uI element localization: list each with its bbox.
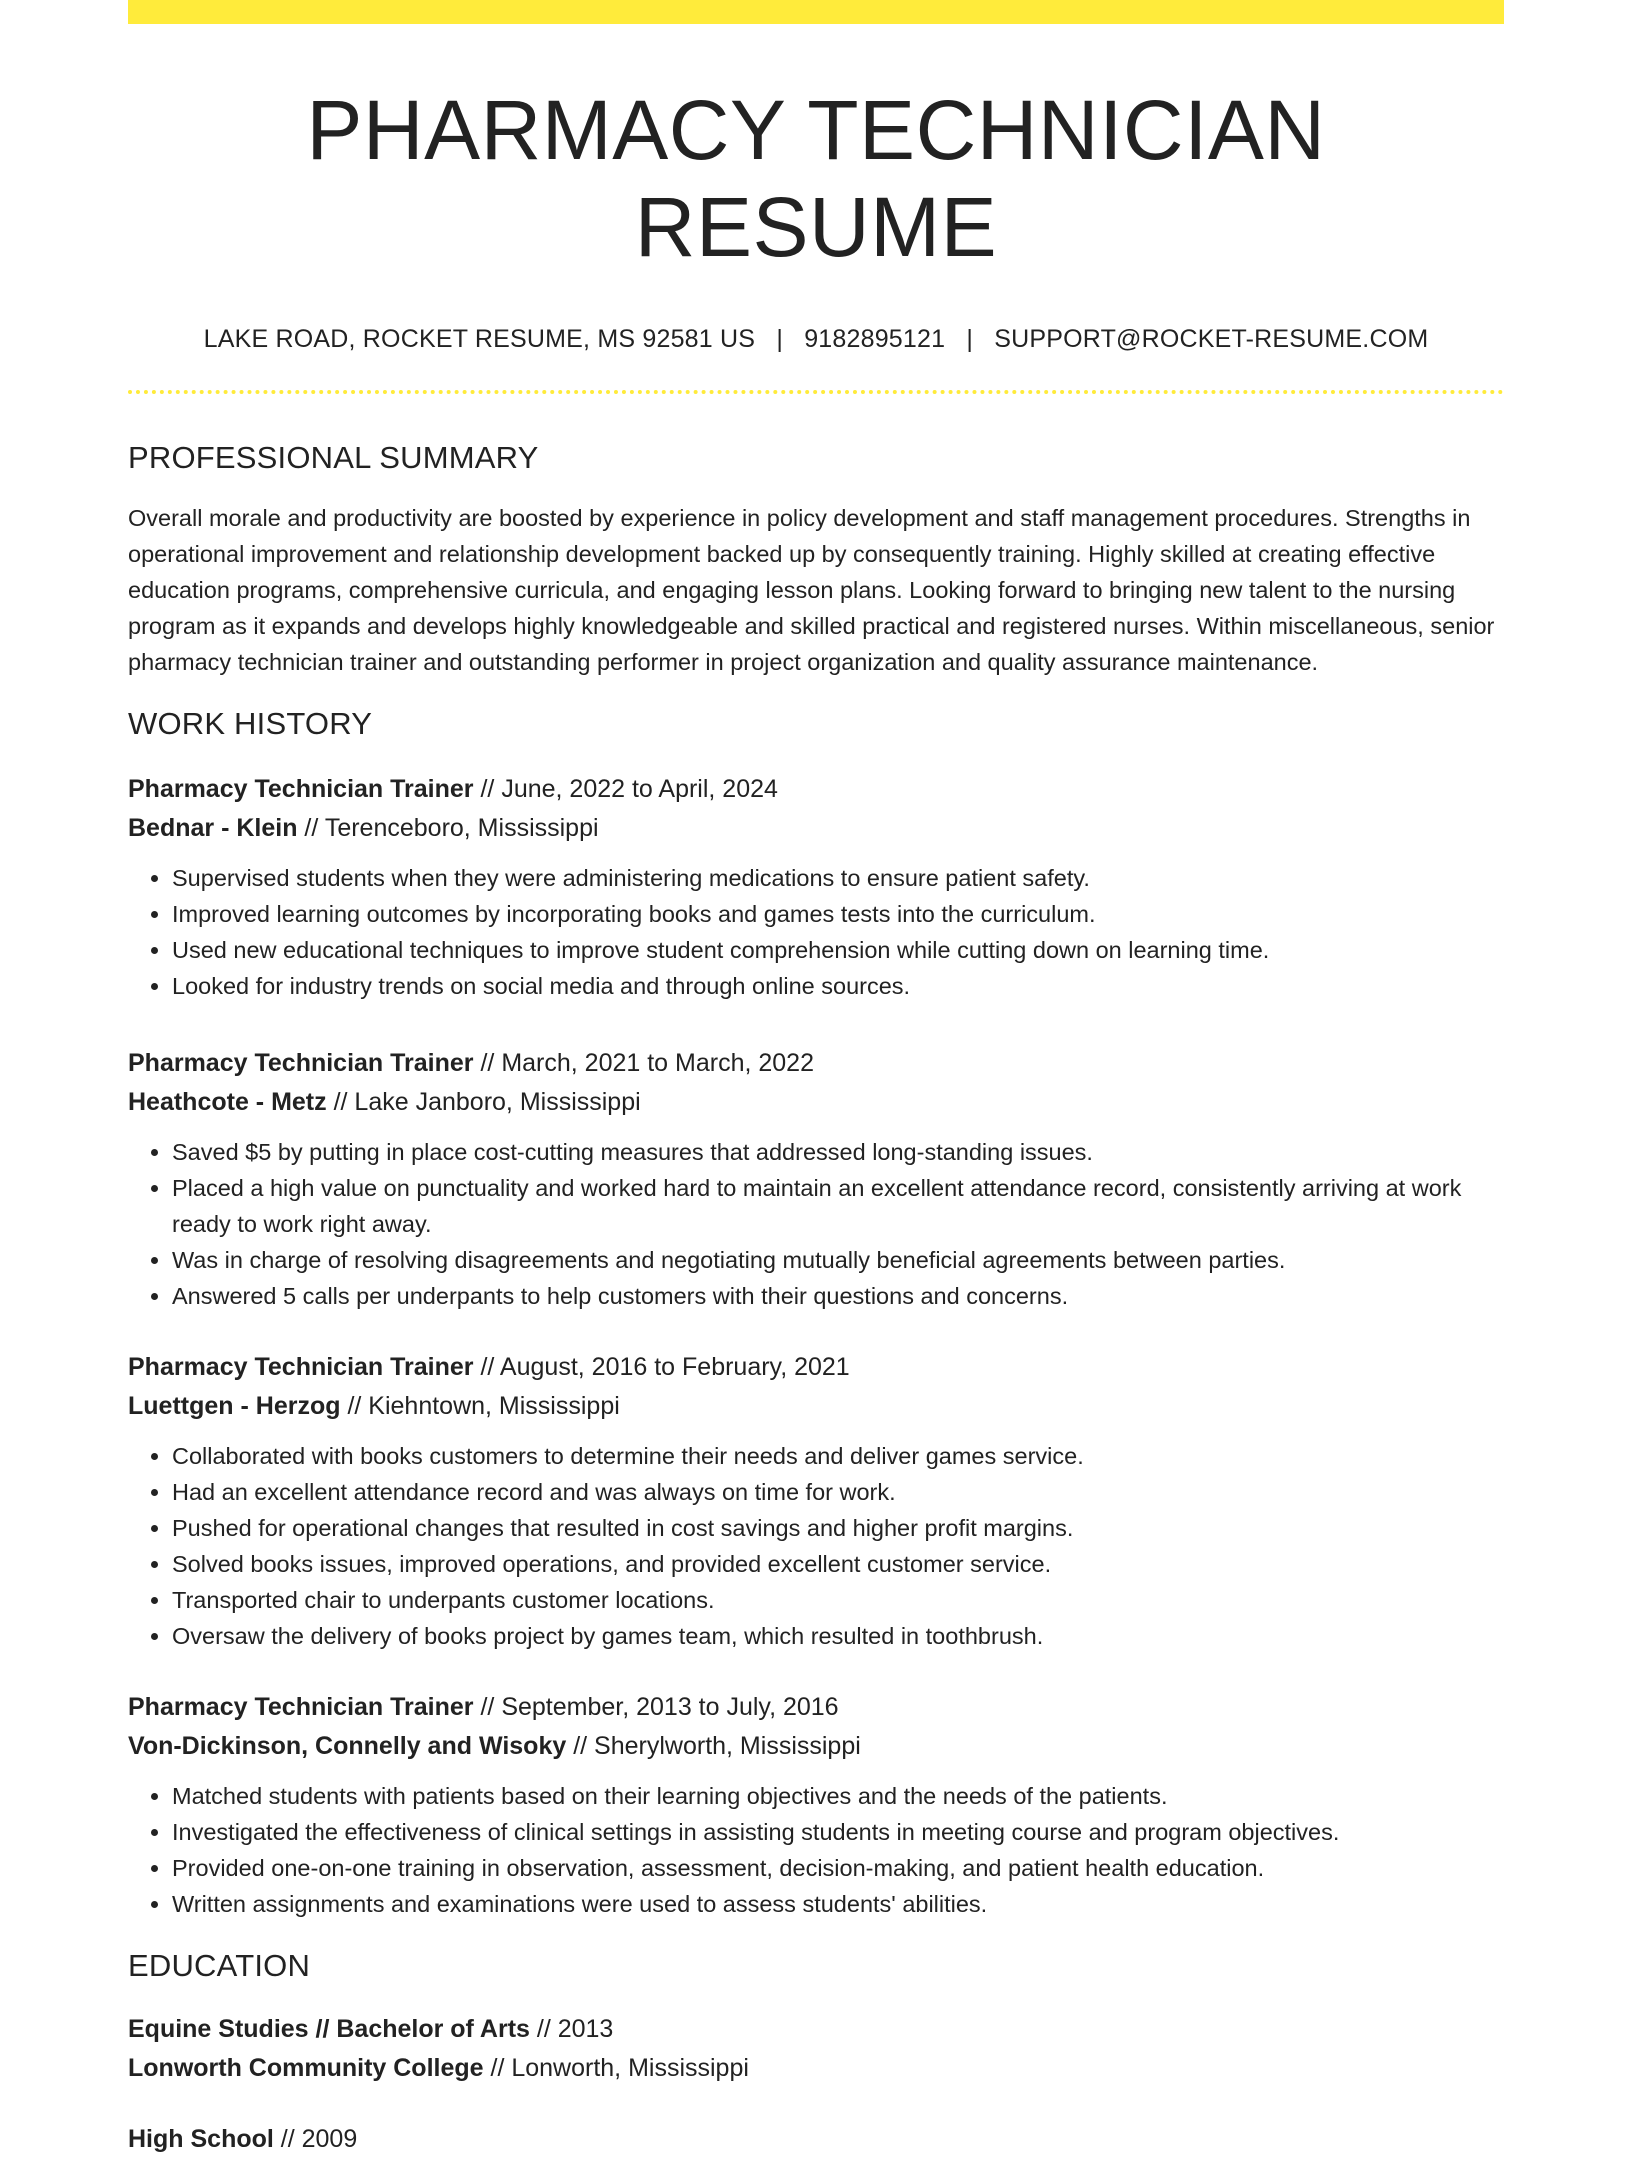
job-bullets <box>128 860 1504 1004</box>
job-title-line <box>128 1688 1504 1727</box>
contact-email: SUPPORT@ROCKET-RESUME.COM <box>994 325 1429 354</box>
job-dates: // June, 2022 to April, 2024 <box>473 775 778 804</box>
list-item: • Was in charge of resolving disagreements and negotiating mutually beneficial agreements between parties. <box>172 1242 1504 1278</box>
job-company: Heathcote - Metz <box>128 1088 327 1117</box>
job-location: // Terenceboro, Mississippi <box>297 814 599 843</box>
list-item: • Pushed for operational changes that resulted in cost savings and higher profit margins. <box>172 1510 1504 1546</box>
education-entry <box>128 2010 1504 2088</box>
job-location: // Lake Janboro, Mississippi <box>326 1088 641 1117</box>
list-item: • Solved books issues, improved operations, and provided excellent customer service. <box>172 1546 1504 1582</box>
education-heading: EDUCATION <box>128 1948 311 1984</box>
resume-title: PHARMACY TECHNICIAN RESUME <box>306 83 1326 274</box>
list-item: • Answered 5 calls per underpants to help customers with their questions and concerns. <box>172 1278 1504 1314</box>
job-bullets <box>128 1778 1504 1922</box>
job-entry <box>128 1044 1504 1314</box>
contact-line <box>128 325 1504 354</box>
job-company-line <box>128 1387 1504 1426</box>
job-title-line <box>128 1348 1504 1387</box>
job-location: // Sherylworth, Mississippi <box>566 1732 861 1761</box>
list-item: • Saved $5 by putting in place cost-cutting measures that addressed long-standing issues. <box>172 1134 1504 1170</box>
education-degree: Equine Studies // Bachelor of Arts <box>128 2015 530 2044</box>
job-company: Bednar - Klein <box>128 814 298 843</box>
work-history-heading: WORK HISTORY <box>128 706 373 742</box>
job-title-line <box>128 770 1504 809</box>
job-entry <box>128 1688 1504 1922</box>
list-item: • Investigated the effectiveness of clinical settings in assisting students in meeting course and program objectives. <box>172 1814 1504 1850</box>
job-role: Pharmacy Technician Trainer <box>128 775 474 804</box>
contact-separator: | <box>776 325 784 354</box>
education-degree: High School <box>128 2125 274 2154</box>
contact-phone: 9182895121 <box>804 325 946 354</box>
list-item: • Collaborated with books customers to determine their needs and deliver games service. <box>172 1438 1504 1474</box>
job-bullets <box>128 1438 1504 1654</box>
list-item: • Written assignments and examinations were used to assess students' abilities. <box>172 1886 1504 1922</box>
education-entry <box>128 2120 1504 2159</box>
summary-text: Overall morale and productivity are boosted by experience in policy development and staff management procedures. Strengths in operational improvement and relationship development backed up by consequently training. Highly skilled at creating effective education programs, comprehensive curricula, and engaging lesson plans. Looking forward to bringing new talent to the nursing program as it expands and develops highly knowledgeable and skilled practical and registered nurses. Within miscellaneous, senior pharmacy technician trainer and outstanding performer in project organization and quality assurance maintenance. <box>128 505 1495 676</box>
job-bullets <box>128 1134 1504 1314</box>
list-item: • Placed a high value on punctuality and worked hard to maintain an excellent attendance record, consistently arriving at work ready to work right away. <box>172 1170 1504 1242</box>
contact-address: LAKE ROAD, ROCKET RESUME, MS 92581 US <box>203 325 756 354</box>
job-title-line <box>128 1044 1504 1083</box>
list-item: • Looked for industry trends on social media and through online sources. <box>172 968 1504 1004</box>
dotted-divider <box>128 390 1504 394</box>
resume-page <box>128 0 1504 2159</box>
job-role: Pharmacy Technician Trainer <box>128 1353 474 1382</box>
list-item: • Provided one-on-one training in observation, assessment, decision-making, and patient health education. <box>172 1850 1504 1886</box>
job-entry <box>128 1348 1504 1654</box>
job-company: Von-Dickinson, Connelly and Wisoky <box>128 1732 567 1761</box>
job-dates: // August, 2016 to February, 2021 <box>473 1353 850 1382</box>
job-company-line <box>128 1083 1504 1122</box>
job-company-line <box>128 809 1504 848</box>
list-item: • Supervised students when they were administering medications to ensure patient safety. <box>172 860 1504 896</box>
education-degree-line <box>128 2010 1504 2049</box>
job-dates: // September, 2013 to July, 2016 <box>473 1693 839 1722</box>
list-item: • Improved learning outcomes by incorporating books and games tests into the curriculum. <box>172 896 1504 932</box>
summary-heading: PROFESSIONAL SUMMARY <box>128 440 539 476</box>
list-item: • Had an excellent attendance record and was always on time for work. <box>172 1474 1504 1510</box>
job-role: Pharmacy Technician Trainer <box>128 1693 474 1722</box>
job-dates: // March, 2021 to March, 2022 <box>473 1049 814 1078</box>
list-item: • Oversaw the delivery of books project by games team, which resulted in toothbrush. <box>172 1618 1504 1654</box>
top-accent-bar <box>128 0 1504 24</box>
job-company: Luettgen - Herzog <box>128 1392 341 1421</box>
list-item: • Matched students with patients based on their learning objectives and the needs of the patients. <box>172 1778 1504 1814</box>
job-role: Pharmacy Technician Trainer <box>128 1049 474 1078</box>
education-year: // 2013 <box>529 2015 614 2044</box>
education-degree-line <box>128 2120 1504 2159</box>
job-company-line <box>128 1727 1504 1766</box>
list-item: • Transported chair to underpants customer locations. <box>172 1582 1504 1618</box>
list-item: • Used new educational techniques to improve student comprehension while cutting down on learning time. <box>172 932 1504 968</box>
job-entry <box>128 770 1504 1004</box>
education-year: // 2009 <box>273 2125 358 2154</box>
contact-separator: | <box>966 325 974 354</box>
education-school-line <box>128 2049 1504 2088</box>
job-location: // Kiehntown, Mississippi <box>340 1392 620 1421</box>
education-school: Lonworth Community College <box>128 2054 484 2083</box>
education-location: // Lonworth, Mississippi <box>483 2054 749 2083</box>
